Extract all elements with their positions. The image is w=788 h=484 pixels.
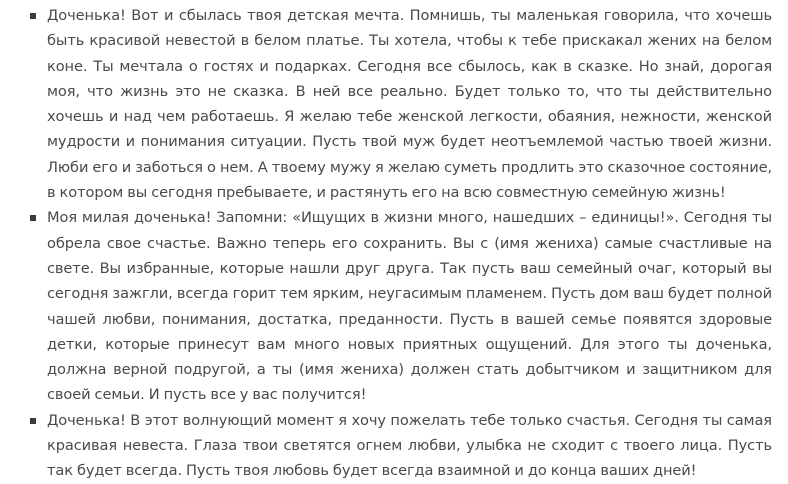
wishes-list xyxy=(30,3,772,484)
wish-text: Доченька! Вот и сбылась твоя детская мечта. Помнишь, ты маленькая говорила, что хочешь быть красивой невестой в белом платье. Ты хотела, чтобы к тебе прискакал жених на белом коне. Ты мечтала о гостях и подарках. Сегодня все сбылось, как в сказке. Но знай, дорогая моя, что жизнь это не сказка. В ней все реально. Будет только то, что ты действительно хочешь и над чем работаешь. Я желаю тебе женской легкости, обаяния, нежности, женской мудрости и понимания ситуации. Пусть твой муж будет неотъемлемой частью твоей жизни. Люби его и заботься о нем. А твоему мужу я желаю суметь продлить это сказочное состояние, в котором вы сегодня пребываете, и растянуть его на всю совместную семейную жизнь! xyxy=(47,7,772,202)
square-bullet-icon xyxy=(30,215,36,221)
list-item xyxy=(30,3,772,205)
wish-text: Моя милая доченька! Запомни: «Ищущих в жизни много, нашедших – единицы!». Сегодня ты обрела свое счастье. Важно теперь его сохранить. Вы с (имя жениха) самые счастливые на свете. Вы избранные, которые нашли друг друга. Так пусть ваш семейный очаг, который вы сегодня зажгли, всегда горит тем ярким, неугасимым пламенем. Пусть дом ваш будет полной чашей любви, понимания, достатка, преданности. Пусть в вашей семье появятся здоровые детки, которые принесут вам много новых приятных ощущений. Для этого ты доченька, должна верной подругой, а ты (имя жениха) должен стать добытчиком и защитником для своей семьи. И пусть все у вас получится! xyxy=(47,209,772,404)
wish-text: Доченька! В этот волнующий момент я хочу пожелать тебе только счастья. Сегодня ты самая красивая невеста. Глаза твои светятся огнем любви, улыбка не сходит с твоего лица. Пусть так будет всегда. Пусть твоя любовь будет всегда взаимной и до конца ваших дней! xyxy=(47,411,772,480)
list-item xyxy=(30,205,772,407)
square-bullet-icon xyxy=(30,418,36,424)
list-item xyxy=(30,408,772,484)
square-bullet-icon xyxy=(30,13,36,19)
